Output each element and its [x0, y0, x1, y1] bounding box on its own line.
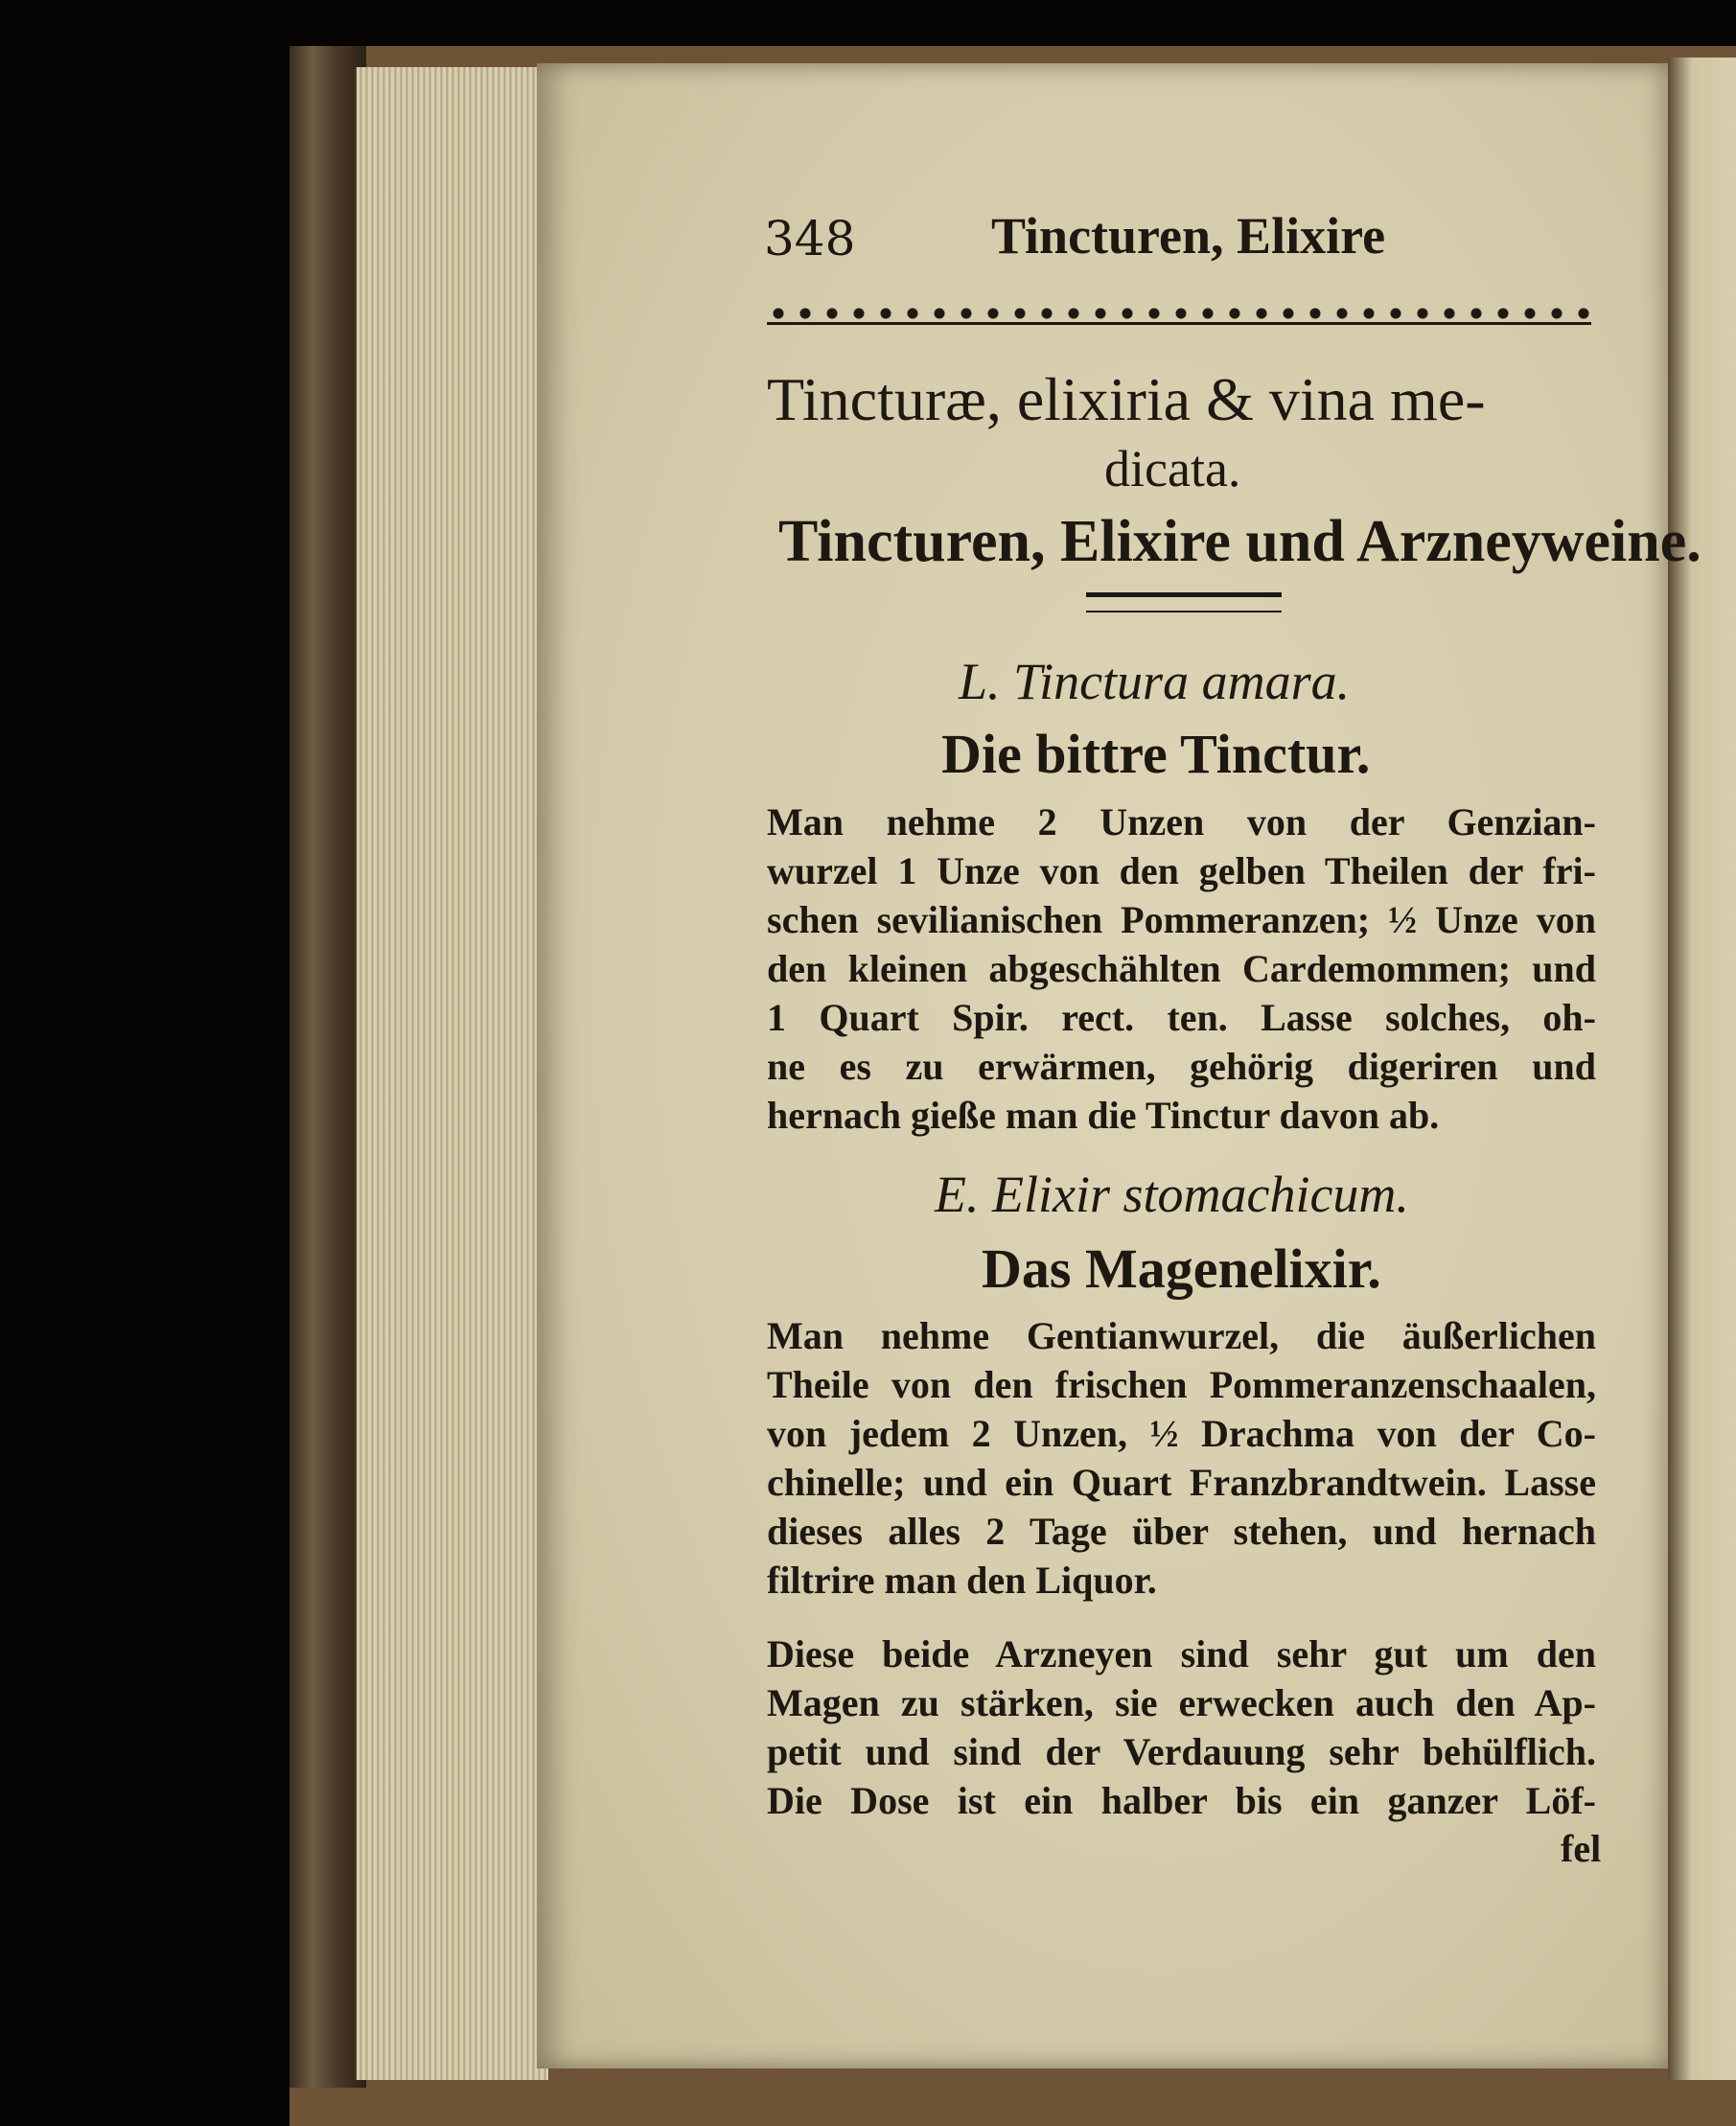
text-line: Man nehme Gentianwurzel, die äußerlichen: [767, 1314, 1596, 1357]
text-line: Theile von den frischen Pommeranzenschaalen,: [767, 1363, 1596, 1406]
text-line: 1 Quart Spir. rect. ten. Lasse solches, oh-: [767, 996, 1596, 1039]
text-line: den kleinen abgeschählten Cardemommen; und: [767, 947, 1596, 990]
text-line: petit und sind der Verdauung sehr behülflich.: [767, 1730, 1596, 1773]
german-section-title: Tincturen, Elixire und Arzneyweine.: [778, 509, 1701, 574]
recipe-2-latin-title: E. Elixir stomachicum.: [935, 1166, 1409, 1223]
text-line: dieses alles 2 Tage über stehen, und hernach: [767, 1510, 1596, 1553]
text-line: Magen zu stärken, sie erwecken auch den Ap-: [767, 1681, 1596, 1724]
text-line: chinelle; und ein Quart Franzbrandtwein. Lasse: [767, 1461, 1596, 1504]
recipe-2-german-title: Das Mageneliхir.: [982, 1237, 1381, 1300]
text-line: wurzel 1 Unze von den gelben Theilen der fri-: [767, 849, 1596, 892]
page-edges: [355, 67, 548, 2080]
latin-section-title-line-2: dicata.: [1104, 440, 1241, 497]
closing-note: [767, 1629, 1596, 1825]
recipe-1-body: [767, 797, 1596, 1140]
recipe-2-body: [767, 1311, 1596, 1605]
section-divider: [1086, 592, 1282, 612]
text-line: ne es zu erwärmen, gehörig digeriren und: [767, 1045, 1596, 1088]
text-line: schen sevilianischen Pommeranzen; ½ Unze von: [767, 898, 1596, 941]
latin-section-title-line-1: Tincturæ, elixiria & vina me-: [767, 365, 1486, 433]
running-head: Tincturen, Elixire: [991, 207, 1386, 265]
page-number: 348: [764, 211, 856, 266]
recipe-1-latin-title: L. Tinctura amara.: [959, 653, 1351, 710]
text-line: Die Dose ist ein halber bis ein ganzer Löf-: [767, 1779, 1596, 1822]
text-line: filtrire man den Liquor.: [767, 1559, 1157, 1602]
text-line: Man nehme 2 Unzen von der Genzian-: [767, 800, 1596, 843]
ornamental-rule: [767, 301, 1591, 326]
text-line: Diese beide Arzneyen sind sehr gut um den: [767, 1632, 1596, 1675]
recipe-1-german-title: Die bittre Tinctur.: [941, 723, 1371, 785]
text-line: hernach gieße man die Tinctur davon ab.: [767, 1094, 1440, 1137]
catchword: fel: [1561, 1827, 1602, 1870]
facing-page-edge: [1668, 58, 1736, 2080]
text-line: von jedem 2 Unzen, ½ Drachma von der Co-: [767, 1412, 1596, 1455]
